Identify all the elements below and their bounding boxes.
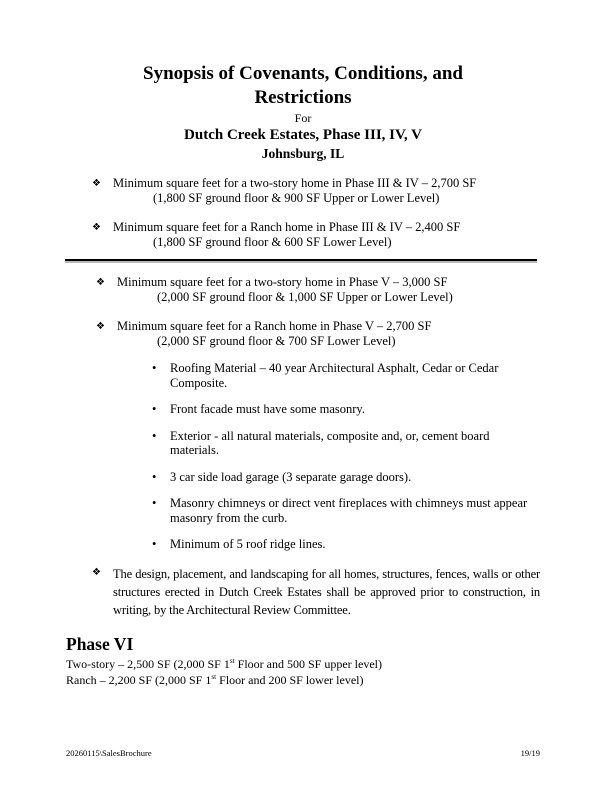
spec-text: Two-story – 2,500 SF (2,000 SF 1 [66,656,230,671]
for-label: For [294,111,312,125]
requirement-item [66,361,540,390]
requirement-item [66,429,540,458]
min-sqft-main-text: Minimum square feet for a two-story home in Phase V – 3,000 SF [117,275,448,289]
ordinal-superscript: st [229,656,235,665]
min-sqft-detail-text: (1,800 SF ground floor & 600 SF Lower Level) [153,235,392,249]
spec-text: Floor and 500 SF upper level) [234,656,382,671]
diamond-bullet-icon: ❖ [92,566,101,578]
section-divider [65,259,537,261]
requirement-item [66,537,540,552]
phase-3-4-section [66,176,540,250]
requirement-text: Minimum of 5 roof ridge lines. [170,537,326,551]
phase6-heading: Phase VI [66,633,134,654]
requirement-item [66,470,540,485]
diamond-bullet-icon: ❖ [92,222,101,233]
min-sqft-main-text: Minimum square feet for a Ranch home in Phase V – 2,700 SF [117,319,432,333]
requirement-text: Front facade must have some masonry. [170,402,365,416]
phase6-spec-line [66,671,540,688]
min-sqft-detail-text: (2,000 SF ground floor & 700 SF Lower Level) [157,334,396,348]
approval-note-item [66,565,540,619]
page-title-line1: Synopsis of Covenants, Conditions, and [143,63,463,84]
dot-bullet-icon: • [152,537,157,551]
diamond-bullet-icon: ❖ [96,277,105,288]
dot-bullet-icon: • [152,496,157,510]
min-sqft-detail-text: (1,800 SF ground floor & 900 SF Upper or Lower Level) [153,191,440,205]
min-sqft-main-text: Minimum square feet for a two-story home in Phase III & IV – 2,700 SF [113,176,477,190]
approval-note-text: The design, placement, and landscaping for all homes, structures, fences, walls or other structures erected in Dutch Creek Estates shall be approved prior to construction, in writing, by the Architectural Review Committee. [113,566,540,617]
development-location: Johnsburg, IL [261,146,345,161]
spec-text: Ranch – 2,200 SF (2,000 SF 1 [66,673,212,687]
min-sqft-item [66,319,540,349]
development-name: Dutch Creek Estates, Phase III, IV, V [184,127,422,143]
min-sqft-item [66,176,540,206]
requirement-item [66,496,540,525]
dot-bullet-icon: • [152,469,157,484]
requirement-item [66,402,540,417]
requirement-text: Roofing Material – 40 year Architectural Asphalt, Cedar or Cedar Composite. [170,361,499,390]
phase-6-section [66,634,540,688]
diamond-bullet-icon: ❖ [92,178,101,189]
phase6-spec-line [66,655,540,672]
requirement-text: Masonry chimneys or direct vent fireplaces with chimneys must appear masonry from the curb. [170,496,528,525]
min-sqft-detail-text: (2,000 SF ground floor & 1,000 SF Upper or Lower Level) [157,290,453,304]
phase-5-section [66,275,540,349]
diamond-bullet-icon: ❖ [96,321,105,332]
requirement-text: 3 car side load garage (3 separate garage doors). [170,469,412,484]
dot-bullet-icon: • [152,361,157,375]
footer-filename: 20260115\SalesBrochure [66,748,152,758]
page-footer [66,748,540,759]
page-title-line2: Restrictions [254,87,352,108]
ordinal-superscript: st [211,673,217,681]
footer-page-number: 19/19 [520,748,540,758]
requirement-text: Exterior - all natural materials, composite and, or, cement board materials. [170,428,490,457]
requirements-section [66,361,540,552]
dot-bullet-icon: • [152,428,157,443]
min-sqft-item [66,220,540,250]
min-sqft-item [66,275,540,305]
page-title [66,62,540,110]
spec-text: Floor and 200 SF lower level) [216,673,364,687]
min-sqft-main-text: Minimum square feet for a Ranch home in Phase III & IV – 2,400 SF [113,220,461,234]
dot-bullet-icon: • [152,402,157,416]
